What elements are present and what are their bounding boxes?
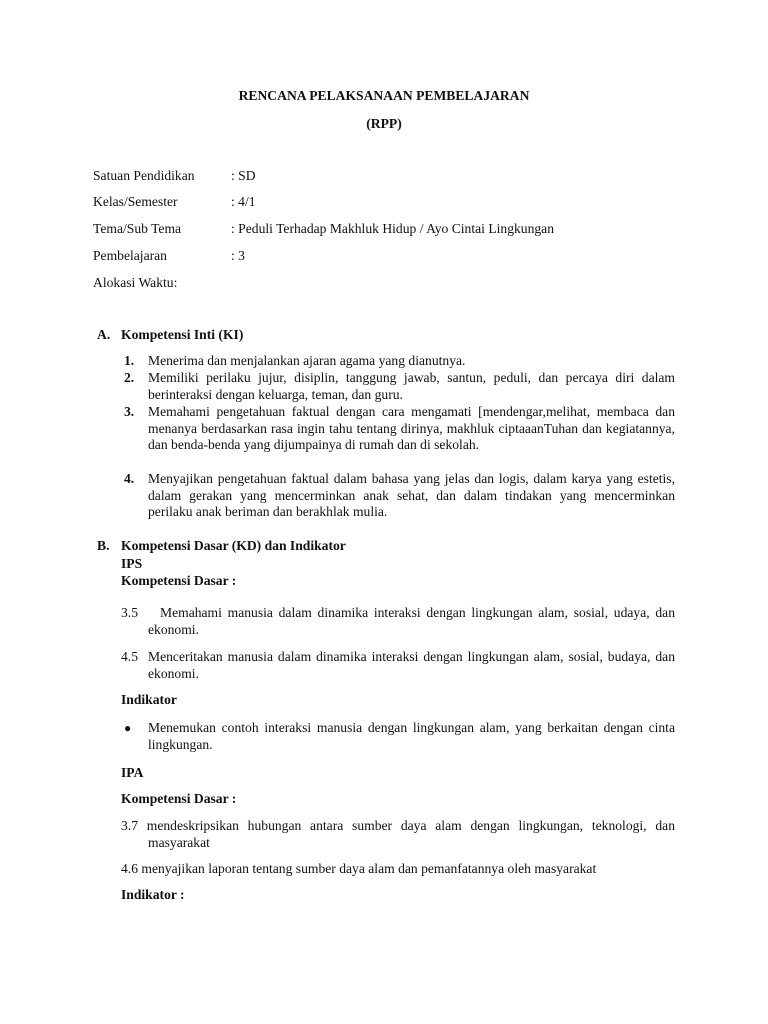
kd-number: 3.5 [121,605,138,620]
identity-value-tema: : Peduli Terhadap Makhluk Hidup / Ayo Cintai Lingkungan [231,221,555,236]
identity-value-pembelajaran: : 3 [231,248,245,263]
document-subtitle: (RPP) [366,116,402,131]
document-title: RENCANA PELAKSANAAN PEMBELAJARAN [238,88,530,103]
kd-line [121,818,675,851]
bullet-icon: ● [124,721,132,735]
kd-number: 4.5 [121,649,138,664]
section-a-heading: Kompetensi Inti (KI) [121,327,244,342]
ki-item-text: Memiliki perilaku jujur, disiplin, tanggung jawab, santun, peduli, dan percaya diri dalam berinteraksi dengan keluarga, teman, dan guru. [148,370,675,402]
ki-item-text: Memahami pengetahuan faktual dengan cara mengamati [mendengar,melihat, membaca dan menanya berdasarkan rasa ingin tahu tentang dirinya, makhluk ciptaaanTuhan dan kegiatannya, dan benda-benda yang dijumpainya di rumah dan di sekolah. [148,404,675,453]
ips-indikator-label: Indikator [121,692,177,707]
identity-label-kelas: Kelas/Semester [93,194,178,209]
kd-line [121,861,681,878]
section-b-heading: Kompetensi Dasar (KD) dan Indikator [121,538,346,553]
identity-value-kelas: : 4/1 [231,194,256,209]
kd-text: Memahami manusia dalam dinamika interaksi dengan lingkungan alam, sosial, udaya, dan ekonomi. [148,605,675,637]
ki-number: 1. [124,353,135,368]
ipa-kd-label: Kompetensi Dasar : [121,791,237,806]
ki-number: 2. [124,370,135,385]
ki-item-text: Menerima dan menjalankan ajaran agama yang dianutnya. [148,353,466,368]
kd-number: 3.7 [121,818,138,833]
identity-label-alokasi: Alokasi Waktu: [93,275,178,290]
identity-label-tema: Tema/Sub Tema [93,221,182,236]
identity-value-satuan: : SD [231,168,256,183]
kd-text: menyajikan laporan tentang sumber daya alam dan pemanfatannya oleh masyarakat [141,861,597,876]
section-b-marker: B. [97,538,110,553]
ki-item-text: Menyajikan pengetahuan faktual dalam bahasa yang jelas dan logis, dalam karya yang estetis, dalam gerakan yang mencerminkan anak sehat, dan dalam tindakan yang mencerminkan perilaku anak beriman dan berakhlak mulia. [148,471,675,520]
ki-number: 4. [124,471,135,486]
identity-label-pembelajaran: Pembelajaran [93,248,167,263]
kd-number: 4.6 [121,861,138,876]
indikator-text: Menemukan contoh interaksi manusia dengan lingkungan alam, yang berkaitan dengan cinta lingkungan. [148,720,675,752]
ips-kd-label: Kompetensi Dasar : [121,573,237,588]
identity-label-satuan: Satuan Pendidikan [93,168,195,183]
ki-number: 3. [124,404,135,419]
ips-label: IPS [121,556,143,571]
section-a-marker: A. [97,327,111,342]
ipa-label: IPA [121,765,144,780]
kd-text: mendeskripsikan hubungan antara sumber daya alam dengan lingkungan, teknologi, dan masyarakat [146,818,675,850]
ipa-indikator-label: Indikator : [121,887,185,902]
kd-text: Menceritakan manusia dalam dinamika interaksi dengan lingkungan alam, sosial, budaya, dan ekonomi. [148,649,675,681]
